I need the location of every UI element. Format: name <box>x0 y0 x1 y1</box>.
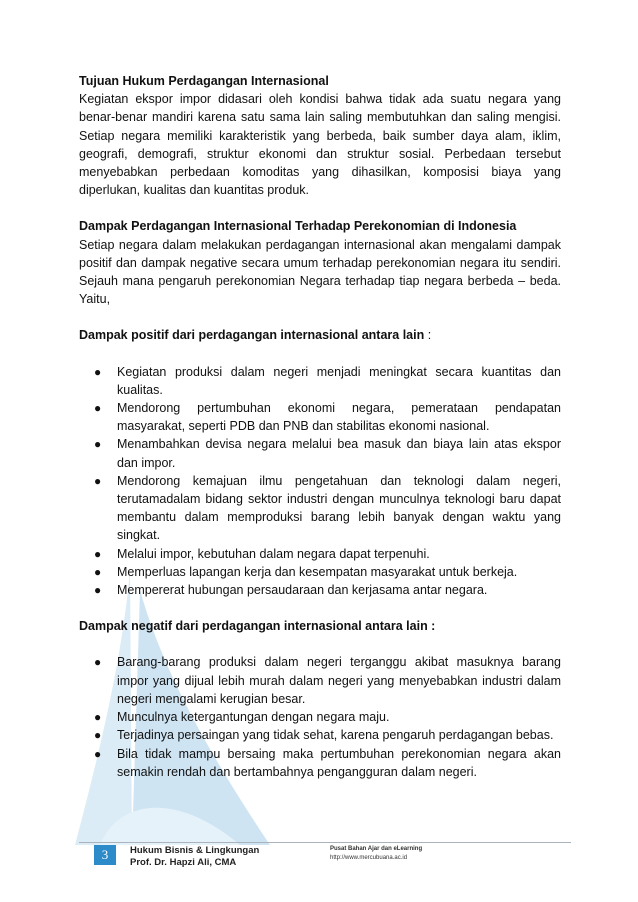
bullet-icon: ● <box>94 401 102 416</box>
list-item: ● Kegiatan produksi dalam negeri menjadi meningkat secara kuantitas dan kualitas. <box>94 364 561 397</box>
section-heading: Dampak Perdagangan Internasional Terhadap Perekonomian di Indonesia <box>79 219 517 234</box>
bullet-icon: ● <box>94 655 102 670</box>
footer-divider <box>79 842 571 843</box>
list-item: ● Bila tidak mampu bersaing maka pertumbuhan perekonomian negara akan semakin rendah dan bertambahnya pengangguran dalam negeri. <box>94 746 561 779</box>
positive-heading-suffix: : <box>424 328 432 343</box>
footer-url[interactable]: http://www.mercubuana.ac.id <box>330 855 408 861</box>
bullet-icon: ● <box>94 546 102 561</box>
negative-heading: Dampak negatif dari perdagangan internasional antara lain : <box>79 619 436 634</box>
bullet-icon: ● <box>94 583 102 598</box>
footer-course-info <box>130 845 259 869</box>
positive-heading: Dampak positif dari perdagangan internasional antara lain <box>79 328 425 343</box>
document-body <box>79 72 561 781</box>
list-item: ● Mempererat hubungan persaudaraan dan kerjasama antar negara. <box>94 581 561 599</box>
bullet-icon: ● <box>94 473 102 488</box>
list-item: ● Memperluas lapangan kerja dan kesempatan masyarakat untuk berkeja. <box>94 563 561 581</box>
positive-list <box>79 363 561 600</box>
list-item: ● Mendorong pertumbuhan ekonomi negara, pemerataan pendapatan masyarakat, seperti PDB dan PNB dan stabilitas ekonomi nasional. <box>94 401 561 434</box>
bullet-icon: ● <box>94 564 102 579</box>
footer-author: Prof. Dr. Hapzi Ali, CMA <box>130 857 237 868</box>
list-item: ● Menambahkan devisa negara melalui bea masuk dan biaya lain atas ekspor dan impor. <box>94 437 561 470</box>
bullet-icon: ● <box>94 437 102 452</box>
bullet-icon: ● <box>94 746 102 761</box>
footer-institution <box>330 845 422 863</box>
positive-heading-line <box>79 326 561 344</box>
section-paragraph: Setiap negara dalam melakukan perdagangan internasional akan mengalami dampak positif dan dampak negative secara umum terhadap perekonomian negara itu sendiri. Sejauh mana pengaruh perekonomian Negara terhadap tiap negara berbeda – beda. Yaitu, <box>79 237 561 307</box>
footer-center-name: Pusat Bahan Ajar dan eLearning <box>330 846 423 852</box>
footer-course: Hukum Bisnis & Lingkungan <box>130 845 260 856</box>
list-item: ● Mendorong kemajuan ilmu pengetahuan dan teknologi dalam negeri, terutamadalam bidang sektor industri dengan munculnya teknologi baru dapat membantu dalam memproduksi barang lebih banyak dengan waktu yang singkat. <box>94 473 561 543</box>
list-item: ● Barang-barang produksi dalam negeri terganggu akibat masuknya barang impor yang dijual lebih murah dalam negeri yang menyebabkan industri dalam negeri mengalami kerugian besar. <box>94 655 561 706</box>
list-item: ● Melalui impor, kebutuhan dalam negara dapat terpenuhi. <box>94 545 561 563</box>
list-item: ● Munculnya ketergantungan dengan negara maju. <box>94 708 561 726</box>
bullet-icon: ● <box>94 710 102 725</box>
negative-list <box>79 653 561 780</box>
section-paragraph: Kegiatan ekspor impor didasari oleh kondisi bahwa tidak ada suatu negara yang benar-benar mandiri karena satu sama lain saling membutuhkan dan saling mengisi. Setiap negara memiliki karakteristik yang berbeda, baik sumber daya alam, iklim, geografi, demografi, struktur ekonomi dan struktur sosial. Perbedaan tersebut menyebabkan perbedaan komoditas yang dihasilkan, komposisi biaya yang diperlukan, kualitas dan kuantitas produk. <box>79 92 561 198</box>
bullet-icon: ● <box>94 364 102 379</box>
bullet-icon: ● <box>94 728 102 743</box>
list-item: ● Terjadinya persaingan yang tidak sehat, karena pengaruh perdagangan bebas. <box>94 726 561 744</box>
page-number: 3 <box>94 845 116 865</box>
section-heading: Tujuan Hukum Perdagangan Internasional <box>79 74 329 88</box>
